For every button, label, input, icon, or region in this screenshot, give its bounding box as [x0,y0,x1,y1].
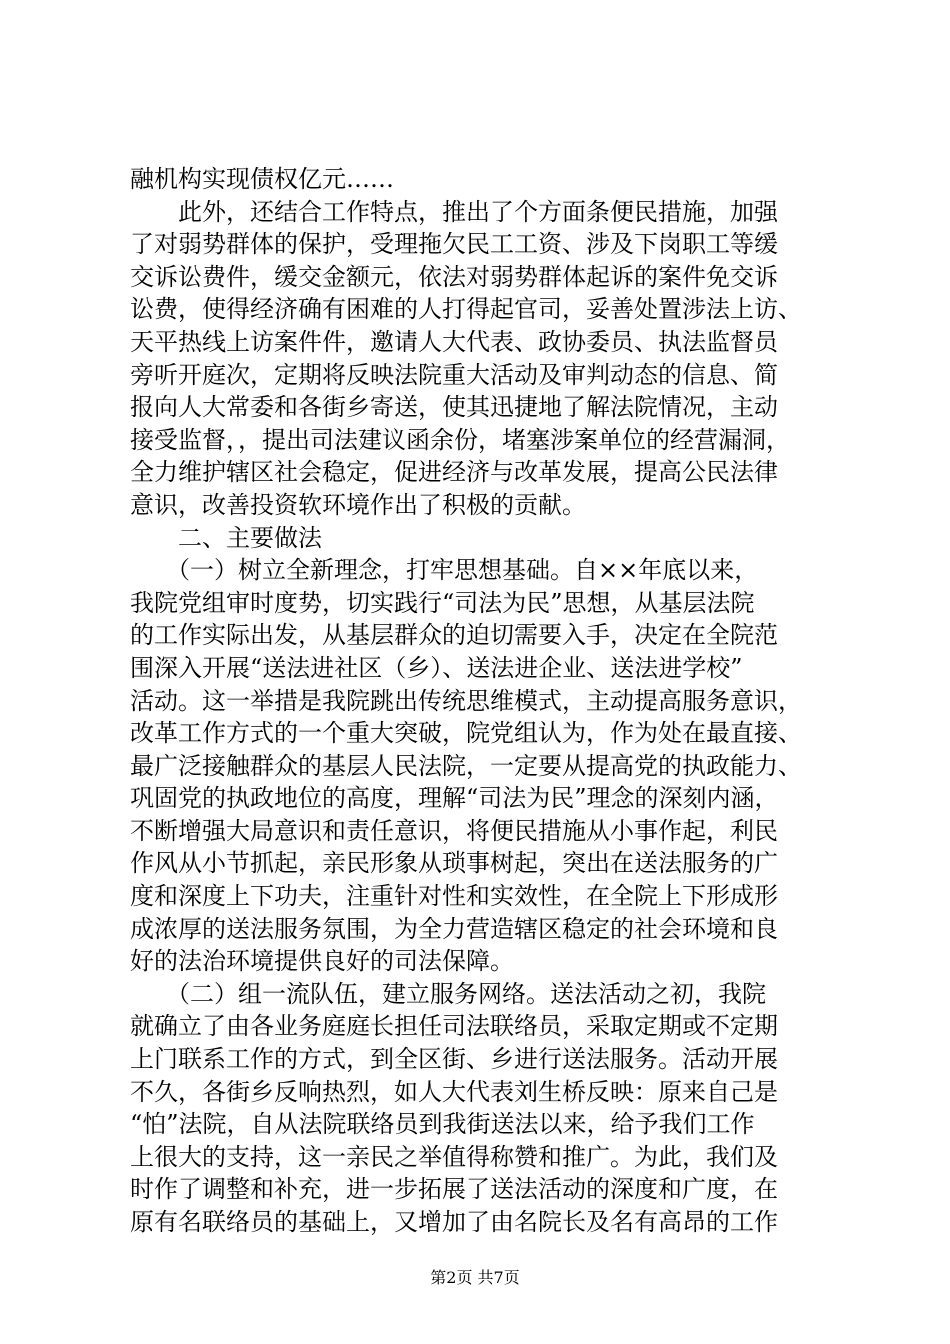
text-line: 报向人大常委和各街乡寄送，使其迅捷地了解法院情况，主动 [130,393,778,422]
text-line: 成浓厚的送法服务氛围，为全力营造辖区稳定的社会环境和良 [130,914,778,943]
text-line: 好的法治环境提供良好的司法保障。 [130,947,514,976]
section-heading: 二、主要做法 [130,523,322,552]
text-line: （二）组一流队伍，建立服务网络。送法活动之初，我院 [130,979,766,1008]
text-line: 上很大的支持，这一亲民之举值得称赞和推广。为此，我们及 [130,1142,778,1171]
text-line: 上门联系工作的方式，到全区街、乡进行送法服务。活动开展 [130,1045,778,1074]
text-line: 交诉讼费件，缓交金额元，依法对弱势群体起诉的案件免交诉 [130,262,778,291]
text-line: 围深入开展“送法进社区（乡）、送法进企业、送法进学校” [130,653,743,682]
text-line: 活动。这一举措是我院跳出传统思维模式，主动提高服务意识， [130,686,802,715]
text-line: 的工作实际出发，从基层群众的迫切需要入手，决定在全院范 [130,621,778,650]
text-line: 了对弱势群体的保护，受理拖欠民工工资、涉及下岗职工等缓 [130,230,778,259]
text-line: 改革工作方式的一个重大突破，院党组认为，作为处在最直接、 [130,719,802,748]
text-line: 天平热线上访案件件，邀请人大代表、政协委员、执法监督员 [130,327,778,356]
text-line: 接受监督，，提出司法建议函余份，堵塞涉案单位的经营漏洞， [130,425,790,454]
text-line: “怕”法院，自从法院联络员到我街送法以来，给予我们工作 [130,1110,755,1139]
text-line: 原有名联络员的基础上，又增加了由名院长及名有高昂的工作 [130,1208,778,1236]
page-number: 第2页 共7页 [430,1268,520,1287]
text-line: 巩固党的执政地位的高度，理解“司法为民”理念的深刻内涵， [130,784,779,813]
text-line: 作风从小节抓起，亲民形象从琐事树起，突出在送法服务的广 [130,849,778,878]
text-line: 此外，还结合工作特点，推出了个方面条便民措施，加强 [130,197,778,226]
text-line: 度和深度上下功夫，注重针对性和实效性，在全院上下形成形 [130,882,778,911]
text-line: 时作了调整和补充，进一步拓展了送法活动的深度和广度，在 [130,1175,778,1204]
text-line: 讼费，使得经济确有困难的人打得起官司，妥善处置涉法上访、 [130,295,802,324]
text-line: 旁听开庭次，定期将反映法院重大活动及审判动态的信息、简 [130,360,778,389]
text-line: 我院党组审时度势，切实践行“司法为民”思想，从基层法院 [130,588,755,617]
document-body [130,163,832,1239]
text-line: 最广泛接触群众的基层人民法院，一定要从提高党的执政能力、 [130,751,802,780]
text-line: 意识，改善投资软环境作出了积极的贡献。 [130,490,586,519]
text-line: 就确立了由各业务庭庭长担任司法联络员，采取定期或不定期 [130,1012,778,1041]
text-line: 融机构实现债权亿元…… [130,165,394,193]
text-line: （一）树立全新理念，打牢思想基础。自××年底以来， [130,556,759,585]
text-line: 不久，各街乡反响热烈，如人大代表刘生桥反映：原来自己是 [130,1077,778,1106]
text-line: 不断增强大局意识和责任意识，将便民措施从小事作起，利民 [130,816,778,845]
text-line: 全力维护辖区社会稳定，促进经济与改革发展，提高公民法律 [130,458,778,487]
